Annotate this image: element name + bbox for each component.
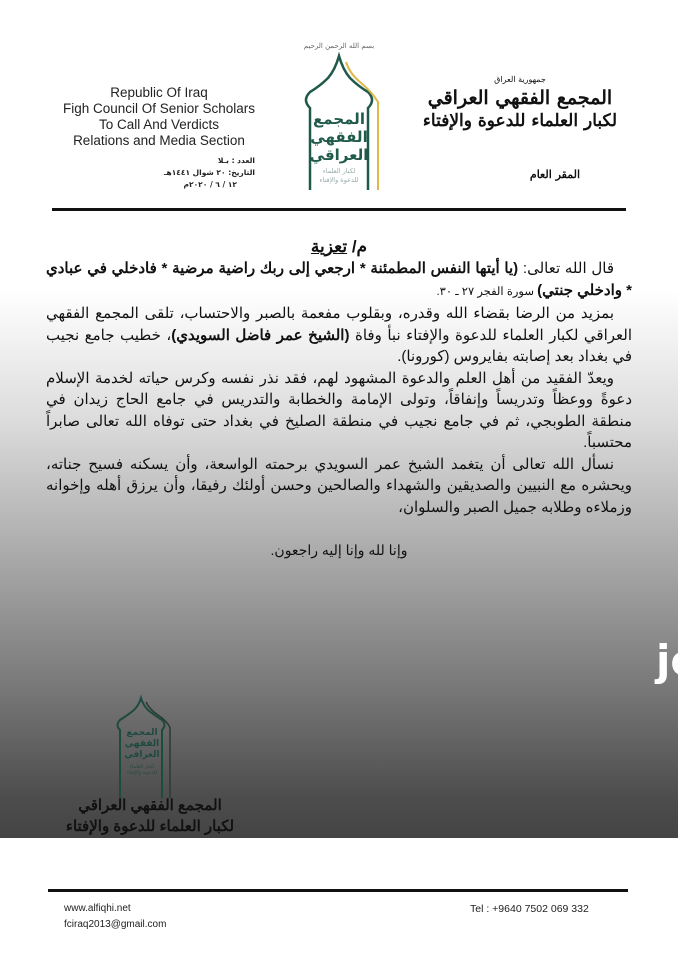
date-gregorian: ١٢ / ٦ / ٢٠٢٠م — [183, 180, 237, 189]
letter-title — [46, 236, 632, 258]
signature-line2: لكبار العلماء للدعوة والإفتاء — [65, 818, 235, 835]
signature-logo-name-line: الفقهي — [124, 739, 160, 749]
signature-block — [40, 795, 260, 837]
logo-name — [298, 110, 380, 164]
header-divider — [52, 208, 626, 211]
title-prefix: م/ — [351, 237, 368, 256]
logo-name-line: الفقهي — [310, 128, 368, 146]
paragraph-1-text-end: ، خطيب جامع نجيب في بغداد بعد إصابته بفايروس (كورونا). — [46, 326, 632, 365]
signature-logo-name — [112, 728, 172, 761]
english-header-line: Relations and Media Section — [73, 133, 245, 148]
reference-block — [140, 155, 255, 191]
english-header-line: To Call And Verdicts — [98, 117, 220, 132]
paragraph-1 — [46, 303, 632, 368]
website-link[interactable]: www.alfiqhi.net — [64, 903, 131, 914]
signature-logo-subtitle-line: لكبار العلماء — [129, 764, 155, 770]
arabic-header-line1: المجمع الفقهي العراقي — [427, 87, 613, 109]
logo-subtitle-line: للدعوة والإفتاء — [319, 176, 359, 184]
headquarters-label: المقر العام — [529, 168, 580, 181]
basmala: بسم الله الرحمن الرحيم — [303, 42, 375, 50]
arabic-header-line2: لكبار العلماء للدعوة والإفتاء — [422, 111, 618, 131]
english-header-line: Republic Of Iraq — [110, 85, 208, 100]
footer-divider — [48, 889, 628, 892]
english-header — [48, 85, 270, 149]
paragraph-2: ويعدّ الفقيد من أهل العلم والدعوة المشهود لهم، فقد نذر نفسه وكرس حياته لخدمة الإسلام دعوةً ووعظاً وتدريساً وإنفاقاً، وتولى الإمامة والخطابة والتدريس في جامع الحاج زيدان في منطقة الطوبجي، ثم في جامع نجيب في منطقة الصليخ في بغداد حتى توفاه الله تعالى صابراً محتسباً. — [46, 369, 632, 451]
signature-logo-name-line: المجمع — [126, 728, 158, 738]
logo-name-line: المجمع — [313, 110, 365, 128]
arabic-header — [420, 74, 620, 132]
title-text: تعزية — [310, 237, 348, 256]
signature-logo — [112, 698, 177, 808]
paragraph-1-text: بمزيد من الرضا بقضاء الله وقدره، وبقلوب مفعمة بالصبر والاحتساب، تلقى المجمع الفقهي العراقي لكبار العلماء للدعوة والإفتاء نبأ وفاة — [46, 305, 633, 344]
reference-number: العدد : بـلا — [217, 156, 255, 165]
logo-name-line: العراقي — [309, 146, 369, 164]
closing-line: وإنا لله وإنا إليه راجعون. — [270, 542, 408, 558]
paragraph-3: نسأل الله تعالى أن يتغمد الشيخ عمر السويدي برحمته الواسعة، وأن يسكنه فسيح جناته، ويحشره مع النبيين والصديقين والشهداء والصالحين وحسن أولئك رفيقا، وأن يرزق أهله وإخوانه وزملاءه وطلابه جميل الصبر والسلوان، — [46, 455, 632, 516]
footer-contact — [64, 901, 166, 933]
arabic-header-country: جمهورية العراق — [494, 75, 546, 84]
logo-subtitle — [298, 167, 380, 185]
signature-logo-name-line: العراقي — [124, 750, 160, 760]
email-link[interactable]: fciraq2013@gmail.com — [64, 919, 167, 930]
signature-line1: المجمع الفقهي العراقي — [78, 797, 222, 814]
telephone: Tel : +9640 7502 069 332 — [470, 903, 589, 915]
quote-text: (يا أيتها النفس المطمئنة * ارجعي إلى ربك راضية مرضية * فادخلي في عبادي * وادخلي جنتي) — [46, 260, 632, 299]
letter-body — [46, 236, 632, 562]
deceased-name: (الشيخ عمر فاضل السويدي) — [171, 326, 350, 344]
english-header-line: Figh Council Of Senior Scholars — [62, 101, 256, 116]
date-hijri: التاريخ: ٢٠ شوال ١٤٤١هـ — [163, 168, 255, 177]
quote-intro: قال الله تعالى: — [518, 260, 615, 277]
quote-reference: سورة الفجر ٢٧ ـ ٣٠. — [436, 285, 538, 298]
logo-subtitle-line: لكبار العلماء — [322, 167, 356, 175]
signature-logo-subtitle-line: للدعوة والإفتاء — [126, 770, 157, 776]
signature-logo-subtitle — [112, 764, 172, 776]
council-logo — [298, 40, 380, 200]
quran-quote — [46, 258, 632, 303]
watermark-text: jo — [656, 636, 699, 685]
